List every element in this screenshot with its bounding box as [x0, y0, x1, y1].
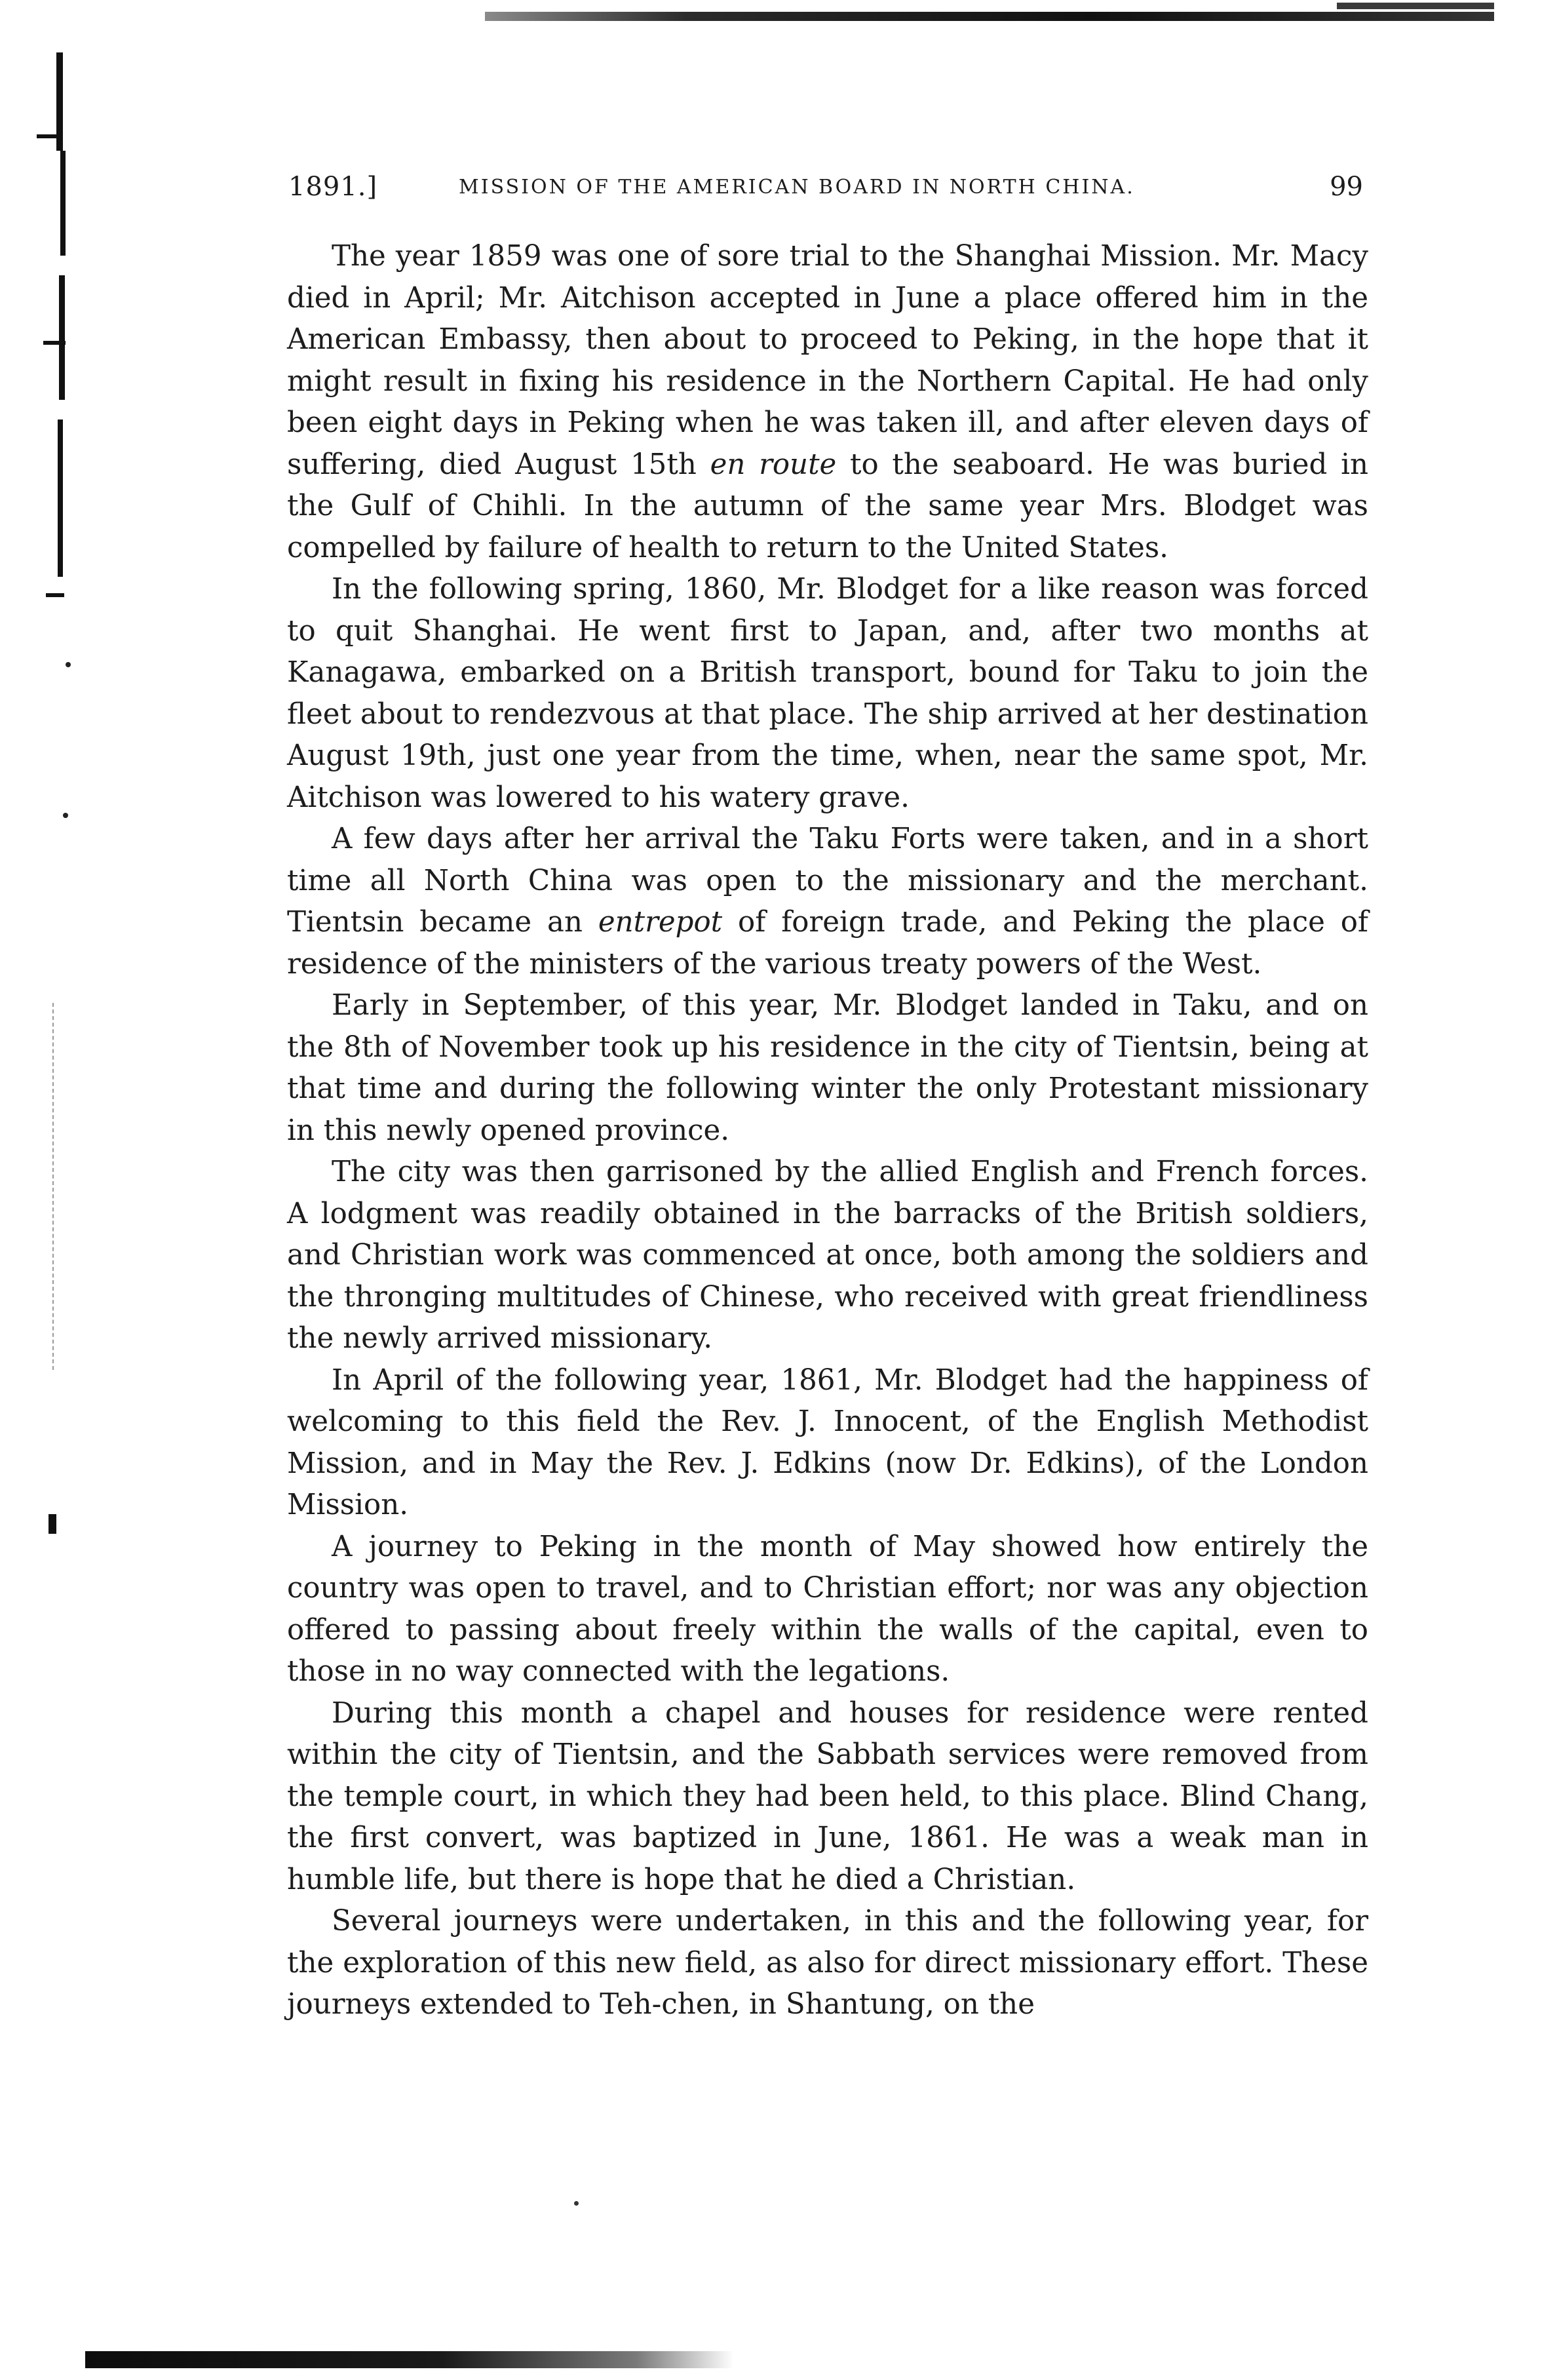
paragraph	[287, 819, 1368, 985]
paragraph-text: During this month a chapel and houses for residence were rented within the city of Tientsin, and the Sabbath services were removed from the temple court, in which they had been held, to this place. Blind Chang, the first convert, was baptized in June, 1861. He was a weak man in humble life, but there is hope that he died a Christian.	[287, 1696, 1368, 1896]
scan-edge-bottom	[85, 2351, 734, 2368]
scan-edge-left	[59, 275, 65, 400]
paragraph-text: Early in September, of this year, Mr. Blodget landed in Taku, and on the 8th of November took up his residence in the city of Tientsin, being at that time and during the following winter the only Protestant missionary in this newly opened province.	[287, 989, 1368, 1147]
italic-text: entrepot	[598, 906, 723, 939]
paragraph	[287, 236, 1368, 569]
header-year: 1891.]	[288, 172, 378, 202]
paragraph-text: The year 1859 was one of sore trial to the Shanghai Mission. Mr. Macy died in April; Mr. Aitchison accepted in June a place offered him in the American Embassy, then about to proceed to Peking, in the hope that it might result in fixing his residence in the Northern Capital. He had only been eight days in Peking when he was taken ill, and after eleven days of suffering, died August 15th	[287, 240, 1368, 481]
paragraph	[287, 569, 1368, 819]
paragraph-text: In the following spring, 1860, Mr. Blodget for a like reason was forced to quit Shanghai. He went first to Japan, and, after two months at Kanagawa, embarked on a British transport, bound for Taku to join the fleet about to rendezvous at that place. The ship arrived at her destination August 19th, just one year from the time, when, near the same spot, Mr. Aitchison was lowered to his watery grave.	[287, 573, 1368, 814]
scan-dot	[63, 813, 68, 818]
scan-edge-left	[58, 419, 63, 577]
paragraph-text: A few days after her arrival the Taku Forts were taken, and in a short time all North China was open to the missionary and the merchant. Tientsin became an	[287, 823, 1368, 939]
paragraph	[287, 1360, 1368, 1527]
scan-mark	[46, 593, 64, 597]
scan-dot	[574, 2201, 579, 2206]
scan-edge-left	[48, 1514, 56, 1534]
paragraph-text: The city was then garrisoned by the allied English and French forces. A lodgment was readily obtained in the barracks of the British soldiers, and Christian work was commenced at once, both among the soldiers and the thronging multitudes of Chinese, who received with great friendliness the newly arrived missionary.	[287, 1156, 1368, 1355]
paragraph	[287, 985, 1368, 1152]
paragraph-text: to the seaboard. He was buried in the Gulf of Chihli. In the autumn of the same year Mrs. Blodget was compelled by failure of health to return to the United States.	[287, 448, 1368, 564]
scan-mark	[37, 134, 63, 138]
paragraph-text: A journey to Peking in the month of May showed how entirely the country was open to travel, and to Christian effort; nor was any objection offered to passing about freely within the walls of the capital, even to those in no way connected with the legations.	[287, 1530, 1368, 1688]
header-title: MISSION OF THE AMERICAN BOARD IN NORTH CHINA.	[459, 176, 1135, 199]
running-header	[288, 172, 1363, 211]
paragraph	[287, 1152, 1368, 1360]
body-text	[287, 236, 1368, 2026]
scan-edge-left	[60, 151, 66, 256]
paragraph	[287, 1901, 1368, 2026]
paragraph-text: of foreign trade, and Peking the place of residence of the ministers of the various treaty powers of the West.	[287, 906, 1368, 981]
paragraph-text: In April of the following year, 1861, Mr. Blodget had the happiness of welcoming to this field the Rev. J. Innocent, of the English Methodist Mission, and in May the Rev. J. Edkins (now Dr. Edkins), of the London Mission.	[287, 1363, 1368, 1521]
paragraph	[287, 1693, 1368, 1902]
scan-edge-top-corner	[1337, 3, 1494, 9]
scan-edge-top	[485, 12, 1494, 21]
scan-margin-marks	[52, 1003, 58, 1370]
scan-dot	[66, 662, 71, 667]
paragraph	[287, 1527, 1368, 1693]
scan-mark	[43, 341, 66, 345]
italic-text: en route	[710, 448, 837, 481]
page-number: 99	[1330, 172, 1363, 202]
paragraph-text: Several journeys were undertaken, in this and the following year, for the exploration of this new field, as also for direct missionary effort. These journeys extended to Teh-chen, in Shantung, on the	[287, 1905, 1368, 2021]
